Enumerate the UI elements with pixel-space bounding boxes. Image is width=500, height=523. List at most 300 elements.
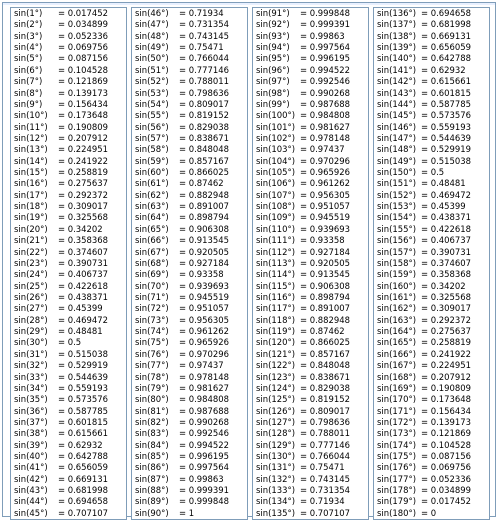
- sine-entry-label: sin(23°): [14, 257, 48, 268]
- sine-entry: [377, 372, 489, 383]
- sine-entry: [135, 315, 247, 326]
- sine-entry-value: = 0.965926: [300, 167, 351, 178]
- sine-entry: [377, 394, 489, 405]
- sine-entry-label: sin(133°): [256, 485, 295, 496]
- sine-entry-value: = 0.707107: [58, 507, 109, 518]
- sine-entry: [14, 167, 126, 178]
- sine-entry: [377, 235, 489, 246]
- sine-entry-value: = 0.920505: [300, 257, 351, 268]
- sine-entry-value: = 0.62932: [58, 439, 103, 450]
- sine-entry-value: = 0.996195: [300, 53, 351, 64]
- sine-entry: [14, 201, 126, 212]
- sine-entry-label: sin(95°): [256, 53, 290, 64]
- sine-entry: [14, 462, 126, 473]
- sine-entry-value: = 0.927184: [179, 257, 230, 268]
- sine-entry-value: = 0.965926: [179, 337, 230, 348]
- sine-entry: [377, 360, 489, 371]
- sine-entry-value: = 0.017452: [421, 496, 472, 507]
- sine-entry: [256, 372, 368, 383]
- sine-entry-label: sin(19°): [14, 212, 48, 223]
- sine-entry-value: = 0.731354: [300, 485, 351, 496]
- sine-entry-label: sin(4°): [14, 42, 43, 53]
- sine-entry-label: sin(160°): [377, 280, 416, 291]
- sine-entry-value: = 0.913545: [179, 235, 230, 246]
- sine-entry-value: = 0.087156: [421, 451, 472, 462]
- sine-entry-label: sin(102°): [256, 132, 295, 143]
- sine-entry-label: sin(45°): [14, 507, 48, 518]
- sine-entry: [256, 247, 368, 258]
- sine-entry: [377, 156, 489, 167]
- sine-entry-label: sin(139°): [377, 42, 416, 53]
- sine-entry-label: sin(89°): [135, 496, 169, 507]
- sine-entry-label: sin(43°): [14, 485, 48, 496]
- sine-entry-value: = 0.374607: [58, 246, 109, 257]
- sine-entry-value: = 0.656059: [58, 462, 109, 473]
- sine-entry-label: sin(177°): [377, 473, 416, 484]
- sine-entry: [377, 212, 489, 223]
- sine-entry-value: = 0.104528: [58, 64, 109, 75]
- sine-entry: [377, 474, 489, 485]
- sine-entry: [377, 326, 489, 337]
- sine-entry-label: sin(55°): [135, 110, 169, 121]
- sine-entry-label: sin(14°): [14, 155, 48, 166]
- sine-entry-value: = 0.601815: [58, 416, 109, 427]
- sine-entry-label: sin(103°): [256, 144, 295, 155]
- sine-entry: [135, 292, 247, 303]
- sine-entry: [135, 144, 247, 155]
- sine-entry-label: sin(3°): [14, 30, 43, 41]
- sine-entry-value: = 0.156434: [421, 405, 472, 416]
- sine-entry: [256, 65, 368, 76]
- sine-entry: [135, 133, 247, 144]
- sine-entry-label: sin(77°): [135, 360, 169, 371]
- sine-entry-value: = 0.544639: [58, 371, 109, 382]
- sine-entry-label: sin(142°): [377, 76, 416, 87]
- sine-entry-value: = 0.587785: [58, 405, 109, 416]
- sine-entry-value: = 0.207912: [58, 132, 109, 143]
- sine-entry: [377, 110, 489, 121]
- sine-entry-label: sin(111°): [256, 235, 295, 246]
- sine-entry-value: = 0.190809: [58, 121, 109, 132]
- sine-entry: [14, 451, 126, 462]
- sine-entry-value: = 0.275637: [58, 178, 109, 189]
- sine-entry-value: = 0.997564: [179, 462, 230, 473]
- sine-entry-label: sin(10°): [14, 110, 48, 121]
- sine-entry: [135, 360, 247, 371]
- sine-entry-label: sin(163°): [377, 314, 416, 325]
- sine-entry: [377, 88, 489, 99]
- sine-table-row: [10, 7, 490, 520]
- sine-entry-value: = 0.809017: [179, 98, 230, 109]
- sine-entry-label: sin(91°): [256, 8, 290, 18]
- sine-entry-label: sin(61°): [135, 178, 169, 189]
- sine-entry-value: = 0.224951: [58, 144, 109, 155]
- sine-entry: [377, 65, 489, 76]
- sine-entry-value: = 0.809017: [300, 405, 351, 416]
- sine-entry-label: sin(90°): [135, 507, 169, 518]
- sine-entry: [377, 281, 489, 292]
- sine-entry-value: = 0.992546: [179, 428, 230, 439]
- sine-entry: [135, 201, 247, 212]
- sine-column-3: [252, 7, 369, 520]
- sine-entry: [256, 76, 368, 87]
- sine-entry-label: sin(21°): [14, 235, 48, 246]
- sine-entry-value: = 0.994522: [179, 439, 230, 450]
- sine-entry: [135, 474, 247, 485]
- sine-entry-label: sin(81°): [135, 405, 169, 416]
- sine-entry-label: sin(87°): [135, 473, 169, 484]
- sine-entry-label: sin(156°): [377, 235, 416, 246]
- sine-entry: [135, 99, 247, 110]
- sine-column-4: [373, 7, 490, 520]
- sine-entry-label: sin(84°): [135, 439, 169, 450]
- sine-entry: [14, 417, 126, 428]
- sine-entry: [256, 133, 368, 144]
- sine-entry-value: = 0.970296: [179, 348, 230, 359]
- sine-entry-label: sin(146°): [377, 121, 416, 132]
- sine-entry-value: = 0.829038: [179, 121, 230, 132]
- sine-entry-label: sin(127°): [256, 416, 295, 427]
- sine-entry-label: sin(31°): [14, 348, 48, 359]
- sine-entry-value: = 0.681998: [58, 485, 109, 496]
- sine-entry: [256, 156, 368, 167]
- sine-entry: [256, 190, 368, 201]
- sine-entry-value: = 0.939693: [179, 280, 230, 291]
- sine-entry-value: = 0.559193: [58, 382, 109, 393]
- sine-entry-label: sin(99°): [256, 98, 290, 109]
- sine-entry: [256, 337, 368, 348]
- sine-entry-label: sin(28°): [14, 314, 48, 325]
- sine-entry-label: sin(94°): [256, 42, 290, 53]
- sine-entry: [256, 224, 368, 235]
- sine-entry-label: sin(42°): [14, 473, 48, 484]
- sine-entry-label: sin(149°): [377, 155, 416, 166]
- sine-entry-label: sin(51°): [135, 64, 169, 75]
- sine-entry-label: sin(101°): [256, 121, 295, 132]
- sine-entry-value: = 0.438371: [58, 291, 109, 302]
- sine-entry: [135, 76, 247, 87]
- sine-entry: [14, 65, 126, 76]
- sine-entry-label: sin(41°): [14, 462, 48, 473]
- sine-entry: [135, 42, 247, 53]
- sine-entry-label: sin(88°): [135, 485, 169, 496]
- sine-entry-label: sin(62°): [135, 189, 169, 200]
- sine-entry-label: sin(137°): [377, 19, 416, 30]
- sine-entry-label: sin(135°): [256, 507, 295, 518]
- sine-entry-value: = 0.325568: [421, 291, 472, 302]
- sine-entry: [14, 326, 126, 337]
- sine-entry: [256, 269, 368, 280]
- sine-entry-value: = 0.731354: [179, 19, 230, 30]
- sine-entry-value: = 0.5: [58, 337, 82, 348]
- sine-entry: [14, 360, 126, 371]
- sine-entry-label: sin(44°): [14, 496, 48, 507]
- sine-entry-value: = 0.961262: [300, 178, 351, 189]
- sine-entry: [14, 133, 126, 144]
- sine-entry-label: sin(25°): [14, 280, 48, 291]
- sine-entry-value: = 0.544639: [421, 132, 472, 143]
- sine-entry: [135, 303, 247, 314]
- sine-entry: [377, 269, 489, 280]
- sine-entry: [14, 53, 126, 64]
- sine-entry-value: = 0.788011: [179, 76, 230, 87]
- sine-entry: [135, 167, 247, 178]
- sine-entry: [256, 144, 368, 155]
- sine-entry-value: = 0.819152: [179, 110, 230, 121]
- sine-entry-value: = 0.838671: [179, 132, 230, 143]
- sine-entry-value: = 0.559193: [421, 121, 472, 132]
- sine-entry-value: = 0.422618: [58, 280, 109, 291]
- sine-entry: [14, 8, 126, 19]
- sine-entry-value: = 0.529919: [58, 360, 109, 371]
- sine-entry: [14, 144, 126, 155]
- sine-entry: [135, 269, 247, 280]
- sine-entry-value: = 0.970296: [300, 155, 351, 166]
- sine-entry-value: = 0.981627: [300, 121, 351, 132]
- sine-entry-value: = 0.999391: [300, 19, 351, 30]
- sine-entry-value: = 0.258819: [421, 337, 472, 348]
- sine-entry-label: sin(168°): [377, 371, 416, 382]
- sine-entry-value: = 0.990268: [300, 87, 351, 98]
- sine-entry: [135, 258, 247, 269]
- sine-entry-value: = 0.241922: [421, 348, 472, 359]
- sine-entry-value: = 0.017452: [58, 8, 109, 18]
- sine-entry: [377, 19, 489, 30]
- sine-entry-value: = 0.951057: [179, 303, 230, 314]
- sine-entry: [377, 383, 489, 394]
- sine-entry-value: = 0.848048: [300, 360, 351, 371]
- sine-entry-label: sin(150°): [377, 167, 416, 178]
- sine-column-2: [131, 7, 248, 520]
- sine-entry-label: sin(26°): [14, 291, 48, 302]
- sine-entry: [256, 258, 368, 269]
- sine-entry: [256, 99, 368, 110]
- sine-entry-value: = 0.788011: [300, 428, 351, 439]
- sine-entry-value: = 0.97437: [300, 144, 345, 155]
- sine-entry-label: sin(76°): [135, 348, 169, 359]
- sine-entry: [14, 76, 126, 87]
- sine-entry-label: sin(148°): [377, 144, 416, 155]
- sine-entry-value: = 0.707107: [300, 507, 351, 518]
- sine-entry: [14, 19, 126, 30]
- sine-entry-value: = 0.866025: [179, 167, 230, 178]
- sine-entry: [14, 281, 126, 292]
- sine-entry-label: sin(93°): [256, 30, 290, 41]
- sine-entry-value: = 0.390731: [58, 257, 109, 268]
- sine-entry-label: sin(9°): [14, 98, 43, 109]
- sine-entry-label: sin(57°): [135, 132, 169, 143]
- sine-entry: [135, 212, 247, 223]
- sine-entry-value: = 0.529919: [421, 144, 472, 155]
- sine-entry-label: sin(145°): [377, 110, 416, 121]
- sine-entry-value: = 0.961262: [179, 326, 230, 337]
- sine-entry: [135, 508, 247, 519]
- sine-entry-label: sin(27°): [14, 303, 48, 314]
- sine-entry: [377, 133, 489, 144]
- sine-entry-label: sin(13°): [14, 144, 48, 155]
- sine-entry-value: = 0.882948: [179, 189, 230, 200]
- sine-entry: [135, 394, 247, 405]
- sine-entry-label: sin(171°): [377, 405, 416, 416]
- sine-entry-value: = 0.71934: [179, 8, 224, 18]
- sine-entry: [14, 31, 126, 42]
- sine-entry-value: = 0.992546: [300, 76, 351, 87]
- sine-entry-label: sin(132°): [256, 473, 295, 484]
- sine-entry-label: sin(107°): [256, 189, 295, 200]
- sine-entry-value: = 0.99863: [179, 473, 224, 484]
- sine-entry-value: = 0.857167: [300, 348, 351, 359]
- sine-entry: [135, 383, 247, 394]
- sine-entry-label: sin(85°): [135, 451, 169, 462]
- sine-entry: [14, 303, 126, 314]
- sine-entry-value: = 0.258819: [58, 167, 109, 178]
- sine-entry: [256, 440, 368, 451]
- sine-entry-label: sin(173°): [377, 428, 416, 439]
- sine-entry-value: = 0.052336: [58, 30, 109, 41]
- sine-entry-label: sin(80°): [135, 394, 169, 405]
- sine-entry: [256, 292, 368, 303]
- sine-entry: [135, 406, 247, 417]
- sine-entry-label: sin(70°): [135, 280, 169, 291]
- sine-entry: [14, 428, 126, 439]
- sine-entry-value: = 0: [421, 507, 437, 518]
- sine-entry: [377, 167, 489, 178]
- sine-entry-label: sin(131°): [256, 462, 295, 473]
- sine-entry-value: = 0.48481: [58, 326, 103, 337]
- sine-entry: [14, 315, 126, 326]
- sine-entry-value: = 0.93358: [300, 235, 345, 246]
- sine-entry: [377, 122, 489, 133]
- sine-entry-label: sin(39°): [14, 439, 48, 450]
- sine-entry: [256, 485, 368, 496]
- sine-entry-label: sin(35°): [14, 394, 48, 405]
- sine-entry-label: sin(47°): [135, 19, 169, 30]
- sine-entry: [14, 212, 126, 223]
- sine-entry-label: sin(46°): [135, 8, 169, 18]
- sine-entry: [256, 303, 368, 314]
- sine-entry: [135, 440, 247, 451]
- sine-entry-value: = 0.292372: [421, 314, 472, 325]
- sine-entry-label: sin(105°): [256, 167, 295, 178]
- sine-entry: [14, 110, 126, 121]
- sine-entry-label: sin(166°): [377, 348, 416, 359]
- sine-entry-value: = 0.945519: [300, 212, 351, 223]
- sine-entry-value: = 0.891007: [179, 201, 230, 212]
- sine-entry-label: sin(17°): [14, 189, 48, 200]
- sine-entry-value: = 0.990268: [179, 416, 230, 427]
- sine-entry: [377, 462, 489, 473]
- sine-entry-value: = 0.052336: [421, 473, 472, 484]
- sine-entry-value: = 0.325568: [58, 212, 109, 223]
- sine-table: [6, 7, 494, 520]
- sine-entry: [256, 383, 368, 394]
- sine-entry-value: = 0.766044: [179, 53, 230, 64]
- sine-entry: [14, 496, 126, 507]
- sine-entry: [256, 394, 368, 405]
- sine-entry-label: sin(178°): [377, 485, 416, 496]
- sine-entry-value: = 0.999848: [179, 496, 230, 507]
- sine-entry: [256, 167, 368, 178]
- sine-entry: [135, 224, 247, 235]
- sine-entry: [377, 31, 489, 42]
- sine-entry-label: sin(40°): [14, 451, 48, 462]
- sine-entry-value: = 0.275637: [421, 326, 472, 337]
- sine-entry-label: sin(98°): [256, 87, 290, 98]
- sine-entry: [14, 394, 126, 405]
- sine-entry-value: = 0.48481: [421, 178, 466, 189]
- sine-entry-label: sin(78°): [135, 371, 169, 382]
- sine-entry: [377, 76, 489, 87]
- sine-entry: [14, 42, 126, 53]
- sine-entry-value: = 0.406737: [421, 235, 472, 246]
- sine-entry-value: = 0.882948: [300, 314, 351, 325]
- sine-entry-label: sin(180°): [377, 507, 416, 518]
- sine-entry: [14, 258, 126, 269]
- sine-entry: [14, 508, 126, 519]
- sine-entry: [377, 485, 489, 496]
- sine-entry-label: sin(104°): [256, 155, 295, 166]
- sine-entry: [14, 156, 126, 167]
- sine-entry: [256, 235, 368, 246]
- sine-entry-label: sin(172°): [377, 416, 416, 427]
- sine-entry-value: = 0.45399: [58, 303, 103, 314]
- sine-entry-value: = 0.069756: [421, 462, 472, 473]
- sine-entry-label: sin(143°): [377, 87, 416, 98]
- sine-entry-value: = 0.981627: [179, 382, 230, 393]
- sine-entry: [256, 451, 368, 462]
- sine-entry: [256, 496, 368, 507]
- sine-entry-label: sin(126°): [256, 405, 295, 416]
- sine-entry-value: = 0.656059: [421, 42, 472, 53]
- sine-entry: [14, 235, 126, 246]
- sine-entry-label: sin(115°): [256, 280, 295, 291]
- sine-entry-label: sin(2°): [14, 19, 43, 30]
- sine-entry: [377, 496, 489, 507]
- sine-table-frame: [2, 2, 496, 517]
- sine-entry-label: sin(79°): [135, 382, 169, 393]
- sine-entry: [135, 428, 247, 439]
- sine-entry-label: sin(113°): [256, 257, 295, 268]
- sine-entry-label: sin(69°): [135, 269, 169, 280]
- sine-entry: [256, 122, 368, 133]
- sine-entry: [377, 201, 489, 212]
- sine-entry-value: = 0.838671: [300, 371, 351, 382]
- sine-entry: [135, 451, 247, 462]
- sine-entry-value: = 0.999848: [300, 8, 351, 18]
- sine-entry-label: sin(54°): [135, 98, 169, 109]
- sine-entry-label: sin(49°): [135, 42, 169, 53]
- sine-entry-label: sin(86°): [135, 462, 169, 473]
- sine-entry-label: sin(124°): [256, 382, 295, 393]
- sine-entry-label: sin(36°): [14, 405, 48, 416]
- sine-entry-value: = 0.469472: [58, 314, 109, 325]
- sine-entry: [256, 201, 368, 212]
- sine-entry-value: = 0.515038: [58, 348, 109, 359]
- sine-entry-value: = 0.309017: [58, 201, 109, 212]
- sine-entry: [377, 349, 489, 360]
- sine-entry-label: sin(151°): [377, 178, 416, 189]
- sine-entry: [256, 8, 368, 19]
- sine-entry-value: = 0.829038: [300, 382, 351, 393]
- sine-entry: [14, 349, 126, 360]
- sine-entry-label: sin(96°): [256, 64, 290, 75]
- sine-entry-value: = 0.669131: [58, 473, 109, 484]
- sine-entry-label: sin(67°): [135, 246, 169, 257]
- sine-entry-label: sin(114°): [256, 269, 295, 280]
- sine-entry-value: = 0.987688: [300, 98, 351, 109]
- sine-entry-label: sin(162°): [377, 303, 416, 314]
- sine-entry-value: = 0.987688: [179, 405, 230, 416]
